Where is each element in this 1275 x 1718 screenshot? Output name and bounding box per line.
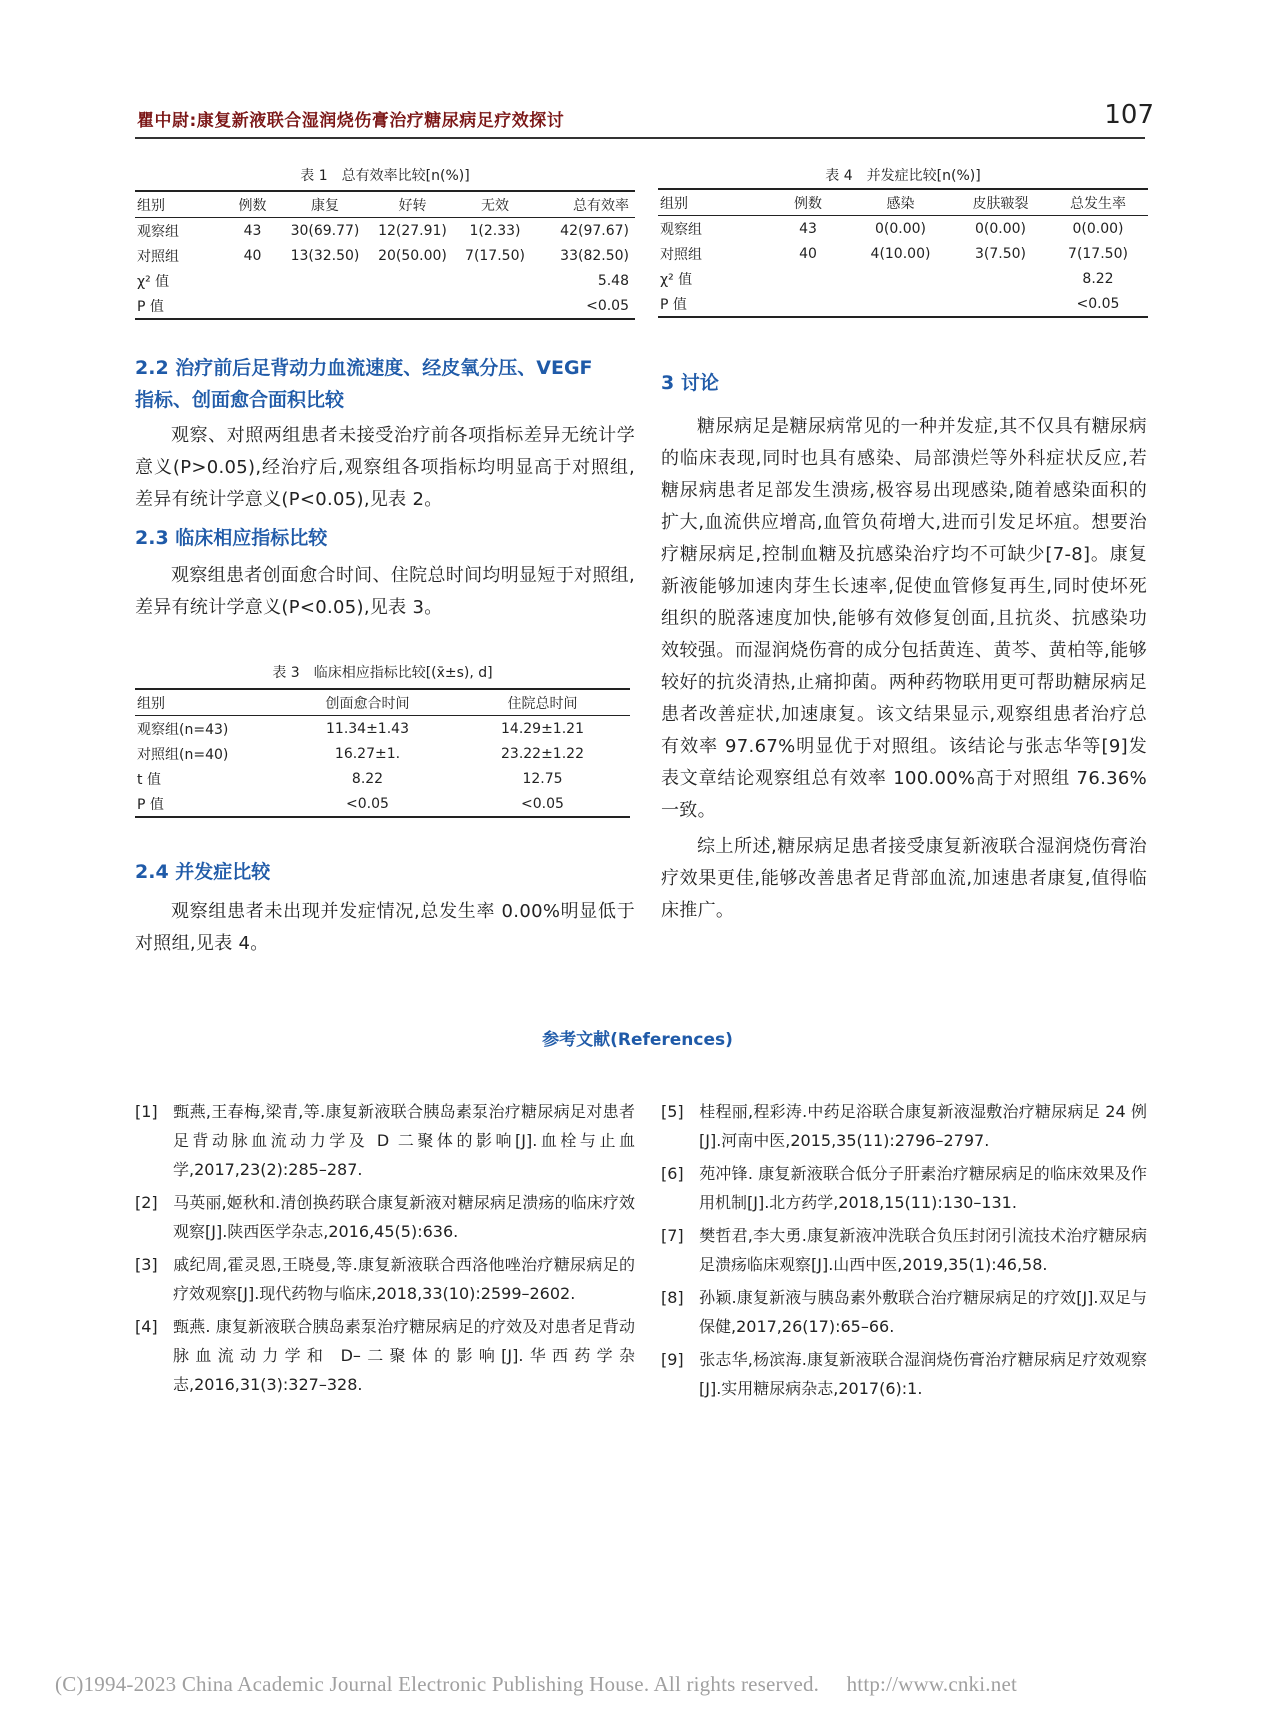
table-cell: 观察组	[137, 223, 179, 240]
table-cell: 40	[799, 245, 817, 262]
table3-header-cell: 住院总时间	[455, 689, 630, 716]
table1-header-cell: 总有效率	[535, 191, 635, 218]
table-cell: χ² 值	[137, 273, 170, 290]
table1-header-cell: 康复	[280, 191, 370, 218]
table4	[658, 188, 1148, 318]
table-cell: 对照组	[137, 248, 179, 265]
header-rule	[135, 137, 1145, 139]
table-cell: 8.22	[351, 770, 384, 787]
table-cell: 20(50.00)	[378, 247, 447, 264]
reference-item: [6] 苑冲锋. 康复新液联合低分子肝素治疗糖尿病足的临床效果及作用机制[J].北方药学,2018,15(11):130–131.	[661, 1164, 1147, 1212]
paragraph: 观察组患者未出现并发症情况,总发生率 0.00%明显低于对照组,见表 4。	[135, 901, 635, 954]
reference-item: [5] 桂程丽,程彩涛.中药足浴联合康复新液湿敷治疗糖尿病足 24 例[J].河南中医,2015,35(11):2796–2797.	[661, 1102, 1147, 1150]
table-cell: 40	[243, 247, 262, 264]
section-heading: 3 讨论	[661, 372, 719, 394]
table1-header-cell: 例数	[225, 191, 280, 218]
table-cell: P 值	[658, 291, 768, 317]
table-cell: 对照组(n=40)	[137, 746, 229, 763]
section-heading: 2.3 临床相应指标比较	[135, 527, 328, 549]
table-cell: 5.48	[597, 272, 629, 289]
table-cell: 30(69.77)	[290, 222, 360, 239]
table-row	[658, 241, 1148, 266]
table-row	[135, 218, 635, 244]
table-cell: 12(27.91)	[378, 222, 447, 239]
table4-header-cell: 总发生率	[1048, 189, 1148, 216]
table4-header-cell: 皮肤皲裂	[953, 189, 1048, 216]
references-heading: 参考文献(References)	[542, 1030, 733, 1050]
reference-item: [8] 孙颖.康复新液与胰岛素外敷联合治疗糖尿病足的疗效[J].双足与保健,2017,26(17):65–66.	[661, 1288, 1147, 1336]
table-cell: 对照组	[660, 246, 702, 263]
paragraph: 观察组患者创面愈合时间、住院总时间均明显短于对照组,差异有统计学意义(P<0.05),见表 3。	[135, 565, 635, 618]
section-heading: 2.4 并发症比较	[135, 861, 271, 883]
page-number: 107	[1104, 100, 1154, 130]
table4-caption: 表 4 并发症比较[n(%)]	[825, 168, 981, 184]
table-row	[135, 293, 635, 319]
reference-item: [7] 樊哲君,李大勇.康复新液冲洗联合负压封闭引流技术治疗糖尿病足溃疡临床观察[J].山西中医,2019,35(1):46,58.	[661, 1226, 1147, 1274]
table1-header-cell: 无效	[455, 191, 535, 218]
table-row	[135, 268, 635, 293]
table-cell: <0.05	[280, 791, 455, 817]
table-cell: 12.75	[522, 770, 563, 787]
section-heading: 指标、创面愈合面积比较	[135, 389, 345, 411]
right-column	[661, 367, 1147, 927]
running-title: 瞿中尉:康复新液联合湿润烧伤膏治疗糖尿病足疗效探讨	[137, 111, 565, 131]
table-row	[135, 243, 635, 268]
table-cell: 8.22	[1082, 270, 1114, 287]
table-cell: 0(0.00)	[1072, 220, 1124, 237]
table1-header-cell: 组别	[135, 191, 225, 218]
table-row	[135, 791, 630, 817]
cnki-link[interactable]: http://www.cnki.net	[846, 1672, 1017, 1696]
table-row	[135, 716, 630, 742]
table-row	[658, 266, 1148, 291]
table1	[135, 190, 635, 320]
table-cell: <0.05	[1048, 291, 1148, 317]
table-cell: 33(82.50)	[560, 247, 629, 264]
references-right	[661, 1097, 1147, 1403]
table-cell: 42(97.67)	[560, 222, 629, 239]
table-cell: 13(32.50)	[290, 247, 360, 264]
table-cell: <0.05	[455, 791, 630, 817]
table4-header-cell: 例数	[768, 189, 848, 216]
paragraph: 观察、对照两组患者未接受治疗前各项指标差异无统计学意义(P>0.05),经治疗后,观察组各项指标均明显高于对照组,差异有统计学意义(P<0.05),见表 2。	[135, 425, 635, 510]
paragraph: 糖尿病足是糖尿病常见的一种并发症,其不仅具有糖尿病的临床表现,同时也具有感染、局部溃烂等外科症状反应,若糖尿病患者足部发生溃疡,极容易出现感染,随着感染面积的扩大,血流供应增高,血管负荷增大,进而引发足坏疽。想要治疗糖尿病足,控制血糖及抗感染治疗均不可缺少[7-8]。康复新液能够加速肉芽生长速率,促使血管修复再生,同时使坏死组织的脱落速度加快,能够有效修复创面,且抗炎、抗感染功效较强。而湿润烧伤膏的成分包括黄连、黄芩、黄柏等,能够较好的抗炎清热,止痛抑菌。两种药物联用更可帮助糖尿病足患者改善症状,加速康复。该文结果显示,观察组患者治疗总有效率 97.67%明显优于对照组。该结论与张志华等[9]发表文章结论观察组总有效率 100.00%高于对照组 76.36%一致。	[661, 416, 1147, 821]
table4-header-cell: 感染	[848, 189, 953, 216]
table-cell: P 值	[135, 293, 225, 319]
paragraph: 综上所述,糖尿病足患者接受康复新液联合湿润烧伤膏治疗效果更佳,能够改善患者足背部血流,加速患者康复,值得临床推广。	[661, 836, 1147, 921]
table-cell: 观察组	[660, 221, 702, 238]
reference-item: [4] 甄燕. 康复新液联合胰岛素泵治疗糖尿病足的疗效及对患者足背动脉血流动力学和 D–二聚体的影响[J].华西药学杂志,2016,31(3):327–328.	[135, 1317, 635, 1394]
table4-header-cell: 组别	[658, 189, 768, 216]
table-cell: <0.05	[535, 293, 635, 319]
table-cell: 23.22±1.22	[501, 745, 584, 762]
table-cell: 0(0.00)	[874, 220, 926, 237]
table-cell: 14.29±1.21	[501, 720, 584, 737]
section-2-4	[135, 856, 635, 960]
table-cell: 43	[799, 220, 817, 237]
table-row	[135, 741, 630, 766]
table3-header-cell: 组别	[135, 689, 280, 716]
table-cell: 7(17.50)	[1068, 245, 1128, 262]
table-cell: t 值	[137, 771, 161, 788]
table-cell: 4(10.00)	[870, 245, 931, 262]
table-row	[658, 291, 1148, 317]
reference-item: [2] 马英丽,姬秋和.清创换药联合康复新液对糖尿病足溃疡的临床疗效观察[J].陕西医学杂志,2016,45(5):636.	[135, 1193, 635, 1241]
section-heading: 2.2 治疗前后足背动力血流速度、经皮氧分压、VEGF	[135, 357, 593, 379]
copyright-footer	[55, 1672, 1017, 1697]
reference-item: [9] 张志华,杨滨海.康复新液联合湿润烧伤膏治疗糖尿病足疗效观察[J].实用糖尿病杂志,2017(6):1.	[661, 1350, 1147, 1398]
table-cell: 1(2.33)	[469, 222, 521, 239]
references-left	[135, 1097, 635, 1399]
table1-header-cell: 好转	[370, 191, 455, 218]
table-cell: 43	[243, 222, 262, 239]
table-cell: 11.34±1.43	[326, 720, 409, 737]
table-cell: 16.27±1.	[334, 745, 401, 762]
table3-caption: 表 3 临床相应指标比较[(x̄±s), d]	[272, 665, 493, 681]
table-cell: 0(0.00)	[974, 220, 1026, 237]
reference-item: [1] 甄燕,王春梅,梁青,等.康复新液联合胰岛素泵治疗糖尿病足对患者足背动脉血流动力学及 D 二聚体的影响[J].血栓与止血学,2017,23(2):285–287.	[135, 1102, 635, 1179]
table-cell: χ² 值	[660, 271, 693, 288]
table-row	[135, 766, 630, 791]
table-cell: 观察组(n=43)	[137, 721, 229, 738]
left-column	[135, 352, 635, 624]
table1-caption: 表 1 总有效率比较[n(%)]	[300, 168, 470, 184]
reference-item: [3] 戚纪周,霍灵恩,王晓曼,等.康复新液联合西洛他唑治疗糖尿病足的疗效观察[J].现代药物与临床,2018,33(10):2599–2602.	[135, 1255, 635, 1303]
table-cell: 7(17.50)	[465, 247, 525, 264]
table-cell: P 值	[135, 791, 280, 817]
table-row	[658, 216, 1148, 242]
table3	[135, 688, 630, 818]
table3-header-cell: 创面愈合时间	[280, 689, 455, 716]
copyright-text: (C)1994-2023 China Academic Journal Electronic Publishing House. All rights reserved.	[55, 1672, 820, 1696]
table-cell: 3(7.50)	[974, 245, 1026, 262]
